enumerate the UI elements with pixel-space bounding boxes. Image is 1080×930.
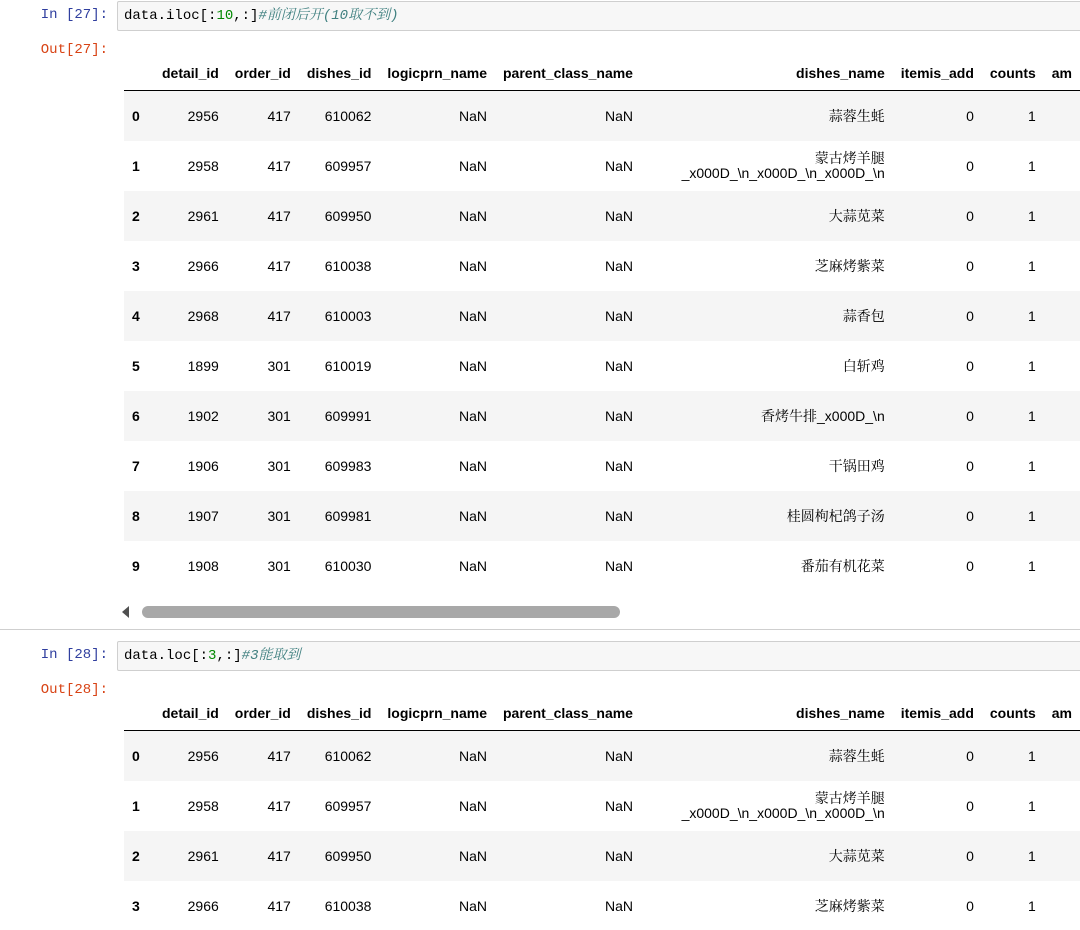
truncated-cell — [1044, 191, 1080, 241]
parent-class-name-cell: NaN — [604, 208, 633, 224]
row-index: 1 — [132, 158, 140, 174]
parent-class-name-cell: NaN — [604, 308, 633, 324]
detail-id-cell: 1906 — [187, 458, 219, 474]
counts-cell: 1 — [1027, 798, 1036, 814]
dishes-id-cell: 610038 — [324, 258, 372, 274]
counts-cell: 1 — [1027, 508, 1036, 524]
parent-class-name-cell: NaN — [604, 748, 633, 764]
table-row — [124, 731, 1080, 782]
truncated-cell — [1044, 341, 1080, 391]
code-input[interactable] — [117, 641, 1080, 671]
parent-class-name-cell: NaN — [604, 798, 633, 814]
parent-class-name-cell: NaN — [604, 848, 633, 864]
dishes-name-cell: 芝麻烤紫菜 — [814, 898, 885, 914]
dishes-name-cell: 蒜香包 — [842, 308, 885, 324]
counts-cell: 1 — [1027, 258, 1036, 274]
column-header: am — [1044, 56, 1080, 91]
dishes-name-cell: 蒜蓉生蚝 — [828, 748, 885, 764]
order-id-cell: 417 — [267, 748, 291, 764]
dataframe-output — [124, 696, 1080, 930]
itemis-add-cell: 0 — [966, 258, 974, 274]
truncated-cell — [1044, 541, 1080, 591]
dataframe-table — [124, 56, 1080, 591]
dishes-id-cell: 609950 — [324, 208, 372, 224]
dishes-id-cell: 609983 — [324, 458, 372, 474]
code-bracket-close: ,:] — [233, 8, 259, 24]
parent-class-name-cell: NaN — [604, 458, 633, 474]
table-row — [124, 541, 1080, 591]
order-id-cell: 417 — [267, 158, 291, 174]
parent-class-name-cell: NaN — [604, 508, 633, 524]
order-id-cell: 301 — [267, 358, 291, 374]
row-index: 7 — [132, 458, 140, 474]
logicprn-name-cell: NaN — [458, 258, 487, 274]
order-id-cell: 301 — [267, 458, 291, 474]
logicprn-name-cell: NaN — [458, 798, 487, 814]
order-id-cell: 417 — [267, 308, 291, 324]
logicprn-name-cell: NaN — [458, 108, 487, 124]
code-comment: #前闭后开(10取不到) — [258, 8, 399, 24]
column-header: parent_class_name — [495, 56, 641, 91]
counts-cell: 1 — [1027, 558, 1036, 574]
code-dot: . — [157, 8, 167, 24]
code-var: data — [124, 648, 158, 664]
order-id-cell: 417 — [267, 798, 291, 814]
row-index: 8 — [132, 508, 140, 524]
table-header-row — [124, 56, 1080, 91]
table-row — [124, 781, 1080, 831]
code-comment: #3能取到 — [241, 648, 301, 664]
column-header: parent_class_name — [495, 696, 641, 731]
dishes-name-cell: 番茄有机花菜 — [800, 558, 885, 574]
dishes-id-cell: 610062 — [324, 108, 372, 124]
dishes-id-cell: 610062 — [324, 748, 372, 764]
counts-cell: 1 — [1027, 308, 1036, 324]
order-id-cell: 417 — [267, 898, 291, 914]
table-row — [124, 291, 1080, 341]
parent-class-name-cell: NaN — [604, 558, 633, 574]
truncated-cell — [1044, 831, 1080, 881]
parent-class-name-cell: NaN — [604, 108, 633, 124]
detail-id-cell: 2968 — [187, 308, 219, 324]
row-index: 9 — [132, 558, 140, 574]
truncated-cell — [1044, 731, 1080, 782]
truncated-cell — [1044, 141, 1080, 191]
dishes-id-cell: 609950 — [324, 848, 372, 864]
truncated-cell — [1044, 781, 1080, 831]
counts-cell: 1 — [1027, 898, 1036, 914]
itemis-add-cell: 0 — [966, 898, 974, 914]
dishes-name-cell: 蒙古烤羊腿 _x000D_\n_x000D_\n_x000D_\n — [681, 790, 885, 821]
logicprn-name-cell: NaN — [458, 358, 487, 374]
parent-class-name-cell: NaN — [604, 158, 633, 174]
detail-id-cell: 2958 — [187, 798, 219, 814]
input-prompt: In [28]: — [40, 647, 108, 663]
dataframe-table — [124, 696, 1080, 930]
counts-cell: 1 — [1027, 848, 1036, 864]
row-index: 6 — [132, 408, 140, 424]
table-row — [124, 831, 1080, 881]
dishes-name-cell: 芝麻烤紫菜 — [814, 258, 885, 274]
detail-id-cell: 2956 — [187, 108, 219, 124]
itemis-add-cell: 0 — [966, 358, 974, 374]
dishes-id-cell: 610019 — [324, 358, 372, 374]
itemis-add-cell: 0 — [966, 798, 974, 814]
itemis-add-cell: 0 — [966, 408, 974, 424]
logicprn-name-cell: NaN — [458, 208, 487, 224]
parent-class-name-cell: NaN — [604, 258, 633, 274]
table-row — [124, 881, 1080, 930]
code-method: loc — [166, 648, 192, 664]
itemis-add-cell: 0 — [966, 848, 974, 864]
detail-id-cell: 2958 — [187, 158, 219, 174]
table-row — [124, 391, 1080, 441]
order-id-cell: 301 — [267, 408, 291, 424]
column-header: am — [1044, 696, 1080, 731]
truncated-cell — [1044, 881, 1080, 930]
itemis-add-cell: 0 — [966, 208, 974, 224]
column-header: logicprn_name — [379, 696, 495, 731]
itemis-add-cell: 0 — [966, 308, 974, 324]
code-dot: . — [157, 648, 167, 664]
column-header: counts — [982, 56, 1044, 91]
code-number: 3 — [208, 648, 217, 664]
column-header: itemis_add — [893, 56, 982, 91]
row-index: 2 — [132, 848, 140, 864]
scrollbar-thumb[interactable] — [142, 606, 620, 618]
logicprn-name-cell: NaN — [458, 508, 487, 524]
dishes-id-cell: 610003 — [324, 308, 372, 324]
column-header: dishes_id — [299, 56, 380, 91]
truncated-cell — [1044, 291, 1080, 341]
detail-id-cell: 2966 — [187, 258, 219, 274]
row-index: 3 — [132, 258, 140, 274]
logicprn-name-cell: NaN — [458, 558, 487, 574]
dishes-name-cell: 蒜蓉生蚝 — [828, 108, 885, 124]
dishes-name-cell: 白斩鸡 — [842, 358, 885, 374]
code-var: data — [124, 8, 158, 24]
order-id-cell: 417 — [267, 848, 291, 864]
logicprn-name-cell: NaN — [458, 848, 487, 864]
itemis-add-cell: 0 — [966, 108, 974, 124]
counts-cell: 1 — [1027, 458, 1036, 474]
counts-cell: 1 — [1027, 158, 1036, 174]
dishes-id-cell: 609957 — [324, 798, 372, 814]
column-header: logicprn_name — [379, 56, 495, 91]
logicprn-name-cell: NaN — [458, 748, 487, 764]
column-header: order_id — [227, 696, 299, 731]
output-prompt: Out[28]: — [40, 682, 108, 698]
row-index: 2 — [132, 208, 140, 224]
truncated-cell — [1044, 491, 1080, 541]
row-index: 3 — [132, 898, 140, 914]
output-prompt: Out[27]: — [40, 42, 108, 58]
row-index: 4 — [132, 308, 140, 324]
itemis-add-cell: 0 — [966, 458, 974, 474]
dishes-name-cell: 干锅田鸡 — [828, 458, 885, 474]
itemis-add-cell: 0 — [966, 558, 974, 574]
counts-cell: 1 — [1027, 748, 1036, 764]
row-index: 0 — [132, 748, 140, 764]
itemis-add-cell: 0 — [966, 748, 974, 764]
logicprn-name-cell: NaN — [458, 408, 487, 424]
column-header: detail_id — [154, 56, 227, 91]
itemis-add-cell: 0 — [966, 508, 974, 524]
table-row — [124, 491, 1080, 541]
order-id-cell: 417 — [267, 258, 291, 274]
table-header-row — [124, 696, 1080, 731]
horizontal-scrollbar[interactable] — [118, 600, 1080, 624]
code-bracket: [: — [199, 8, 217, 24]
order-id-cell: 301 — [267, 508, 291, 524]
counts-cell: 1 — [1027, 408, 1036, 424]
detail-id-cell: 2961 — [187, 848, 219, 864]
dishes-id-cell: 610030 — [324, 558, 372, 574]
counts-cell: 1 — [1027, 208, 1036, 224]
code-bracket: [: — [191, 648, 209, 664]
logicprn-name-cell: NaN — [458, 458, 487, 474]
truncated-cell — [1044, 241, 1080, 291]
column-header: order_id — [227, 56, 299, 91]
dishes-id-cell: 609957 — [324, 158, 372, 174]
dishes-id-cell: 609991 — [324, 408, 372, 424]
counts-cell: 1 — [1027, 358, 1036, 374]
dataframe-output — [124, 56, 1080, 596]
code-input[interactable] — [117, 1, 1080, 31]
column-header: dishes_name — [641, 56, 893, 91]
table-row — [124, 241, 1080, 291]
dishes-name-cell: 大蒜苋菜 — [828, 208, 885, 224]
logicprn-name-cell: NaN — [458, 158, 487, 174]
truncated-cell — [1044, 91, 1080, 142]
dishes-name-cell: 香烤牛排_x000D_\n — [761, 408, 885, 424]
table-row — [124, 341, 1080, 391]
input-prompt: In [27]: — [40, 7, 108, 23]
code-method: iloc — [166, 8, 200, 24]
detail-id-cell: 1899 — [187, 358, 219, 374]
cell-separator — [0, 629, 1080, 630]
column-header: dishes_name — [641, 696, 893, 731]
dishes-id-cell: 609981 — [324, 508, 372, 524]
table-row — [124, 91, 1080, 142]
dishes-name-cell: 蒙古烤羊腿 _x000D_\n_x000D_\n_x000D_\n — [681, 150, 885, 181]
table-row — [124, 191, 1080, 241]
truncated-cell — [1044, 441, 1080, 491]
detail-id-cell: 1908 — [187, 558, 219, 574]
counts-cell: 1 — [1027, 108, 1036, 124]
detail-id-cell: 1902 — [187, 408, 219, 424]
dishes-name-cell: 桂圆枸杞鸽子汤 — [786, 508, 885, 524]
index-header — [124, 696, 154, 731]
detail-id-cell: 1907 — [187, 508, 219, 524]
column-header: itemis_add — [893, 696, 982, 731]
column-header: detail_id — [154, 696, 227, 731]
parent-class-name-cell: NaN — [604, 898, 633, 914]
index-header — [124, 56, 154, 91]
dishes-id-cell: 610038 — [324, 898, 372, 914]
column-header: counts — [982, 696, 1044, 731]
detail-id-cell: 2966 — [187, 898, 219, 914]
detail-id-cell: 2956 — [187, 748, 219, 764]
order-id-cell: 417 — [267, 208, 291, 224]
code-number: 10 — [216, 8, 234, 24]
order-id-cell: 301 — [267, 558, 291, 574]
table-row — [124, 441, 1080, 491]
detail-id-cell: 2961 — [187, 208, 219, 224]
row-index: 5 — [132, 358, 140, 374]
dishes-name-cell: 大蒜苋菜 — [828, 848, 885, 864]
table-row — [124, 141, 1080, 191]
logicprn-name-cell: NaN — [458, 308, 487, 324]
code-bracket-close: ,:] — [216, 648, 242, 664]
itemis-add-cell: 0 — [966, 158, 974, 174]
parent-class-name-cell: NaN — [604, 408, 633, 424]
order-id-cell: 417 — [267, 108, 291, 124]
row-index: 0 — [132, 108, 140, 124]
parent-class-name-cell: NaN — [604, 358, 633, 374]
truncated-cell — [1044, 391, 1080, 441]
logicprn-name-cell: NaN — [458, 898, 487, 914]
column-header: dishes_id — [299, 696, 380, 731]
row-index: 1 — [132, 798, 140, 814]
scroll-left-arrow-icon[interactable] — [122, 606, 129, 618]
